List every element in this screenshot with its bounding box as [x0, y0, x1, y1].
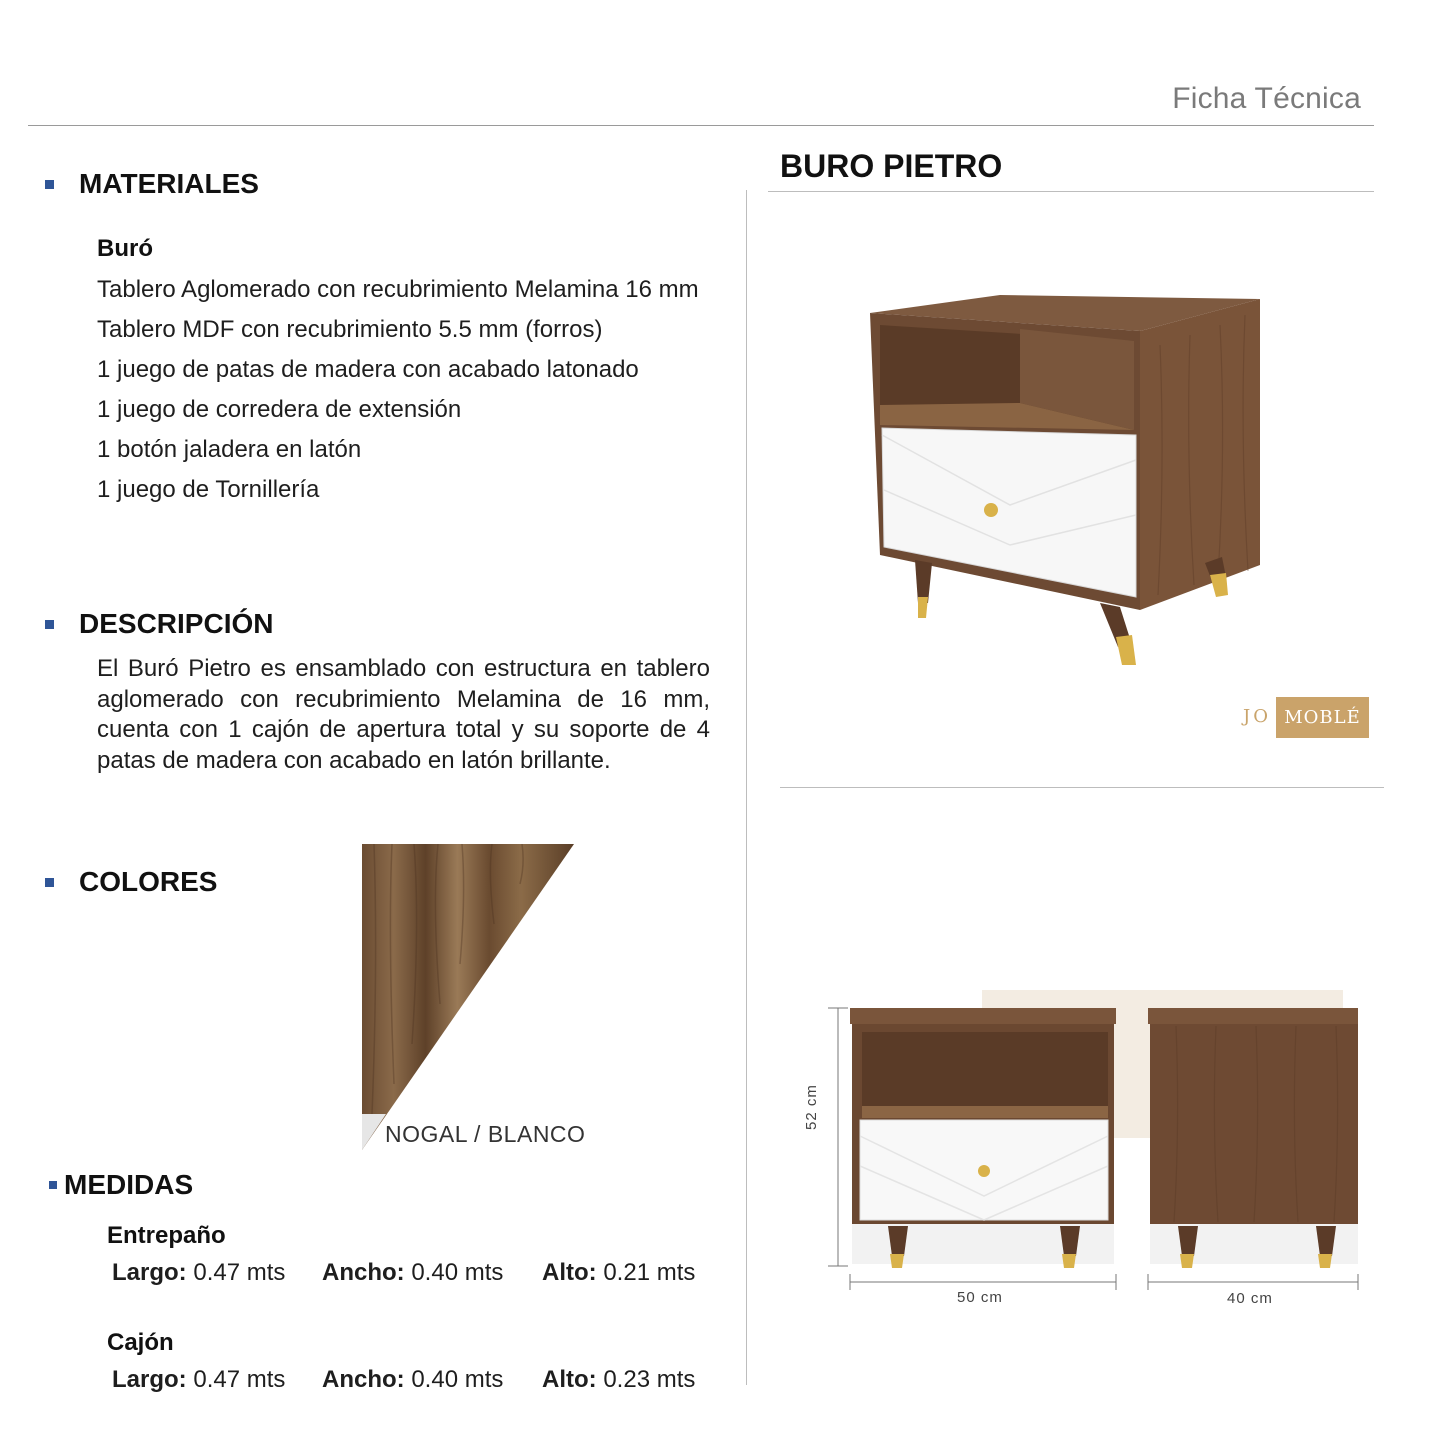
materiales-item: 1 botón jaladera en latón	[97, 436, 362, 463]
cajon-alto: Alto: 0.23 mts	[542, 1366, 696, 1393]
materiales-item: 1 juego de patas de madera con acabado latonado	[97, 356, 639, 383]
colores-heading: COLORES	[79, 866, 218, 897]
descripcion-heading: DESCRIPCIÓN	[79, 608, 274, 639]
cajon-heading: Cajón	[107, 1329, 174, 1356]
dimension-depth-label: 40 cm	[1227, 1290, 1273, 1307]
entrepano-alto: Alto: 0.21 mts	[542, 1259, 696, 1286]
entrepano-heading: Entrepaño	[107, 1222, 226, 1249]
nogal-swatch	[362, 844, 574, 1150]
header-title: Ficha Técnica	[1172, 82, 1361, 115]
product-photo	[860, 285, 1270, 670]
medidas-heading: MEDIDAS	[64, 1169, 194, 1200]
brand-logo-jo: JO	[1243, 706, 1271, 727]
cajon-largo: Largo: 0.47 mts	[112, 1366, 286, 1393]
descripcion-text: El Buró Pietro es ensamblado con estructura en tablero aglomerado con recubrimiento Melamina de 16 mm, cuenta con 1 cajón de apertura total y su soporte de 4 patas de madera con acabado en latón brillante.	[97, 655, 710, 774]
brand-logo-moble: MOBLÉ	[1276, 697, 1369, 738]
descripcion-bullet-icon	[45, 620, 54, 629]
dimension-width-label: 50 cm	[957, 1289, 1003, 1306]
column-divider	[746, 190, 747, 1385]
header-divider	[28, 125, 1374, 126]
dimension-height-label: 52 cm	[803, 1084, 820, 1130]
product-title-divider	[768, 191, 1374, 192]
medidas-bullet-icon	[49, 1181, 57, 1189]
materiales-item: 1 juego de corredera de extensión	[97, 396, 462, 423]
entrepano-largo: Largo: 0.47 mts	[112, 1259, 286, 1286]
materiales-item: Tablero Aglomerado con recubrimiento Melamina 16 mm	[97, 276, 699, 303]
materiales-heading: MATERIALES	[79, 168, 259, 199]
materiales-item: 1 juego de Tornillería	[97, 476, 320, 503]
materiales-item: Tablero MDF con recubrimiento 5.5 mm (forros)	[97, 316, 603, 343]
materiales-bullet-icon	[45, 180, 54, 189]
dimension-lines	[818, 1000, 1363, 1295]
materiales-subheading: Buró	[97, 235, 153, 262]
cajon-ancho: Ancho: 0.40 mts	[322, 1366, 504, 1393]
swatch-label: NOGAL / BLANCO	[385, 1121, 586, 1147]
mid-divider	[780, 787, 1384, 788]
materiales-list	[97, 275, 709, 515]
entrepano-ancho: Ancho: 0.40 mts	[322, 1259, 504, 1286]
colores-bullet-icon	[45, 878, 54, 887]
product-title: BURO PIETRO	[780, 148, 1003, 184]
